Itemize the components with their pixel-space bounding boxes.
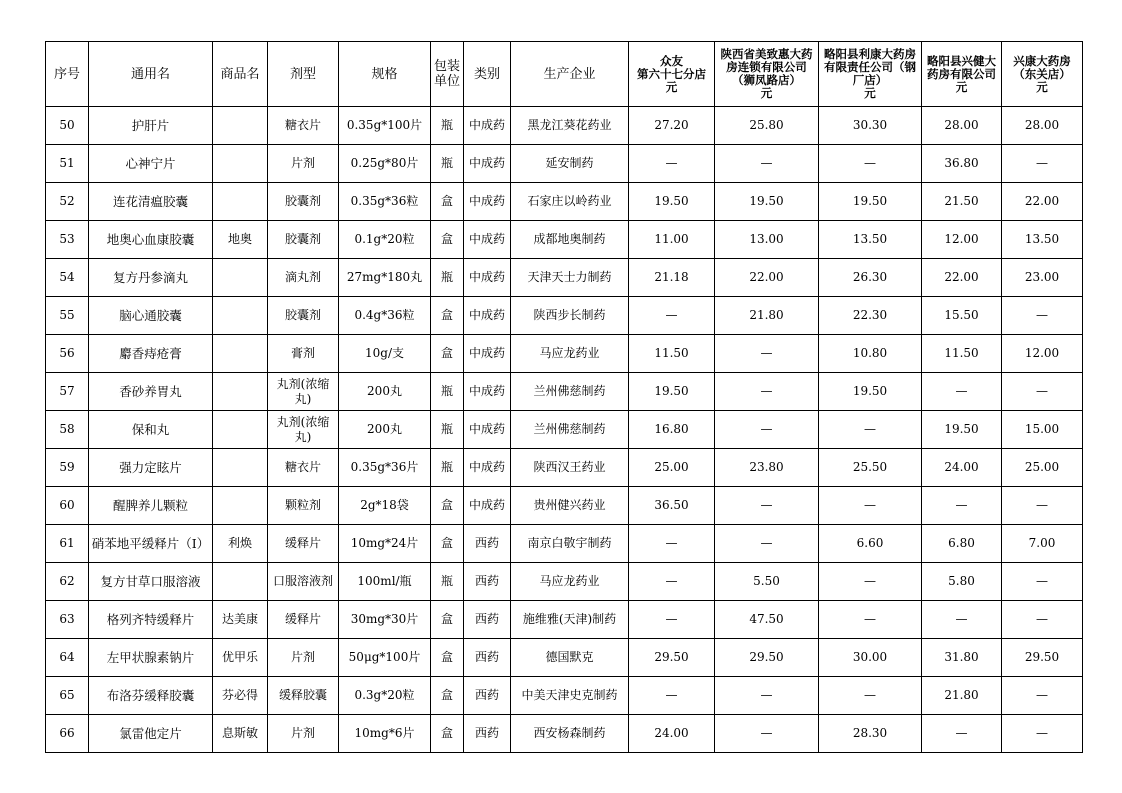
cell-price-xingjian: 19.50 (922, 411, 1002, 449)
cell-price-meizhihui: — (715, 145, 819, 183)
cell-price-xingkang: 7.00 (1002, 525, 1083, 563)
cell-dosage-form: 缓释胶囊 (268, 677, 339, 715)
cell-spec: 30mg*30片 (339, 601, 431, 639)
cell-dosage-form: 胶囊剂 (268, 183, 339, 221)
header-category: 类别 (464, 42, 511, 107)
cell-index: 64 (46, 639, 89, 677)
cell-index: 61 (46, 525, 89, 563)
cell-price-likang: 26.30 (819, 259, 922, 297)
cell-spec: 50μg*100片 (339, 639, 431, 677)
cell-price-meizhihui: — (715, 677, 819, 715)
cell-price-xingjian: 6.80 (922, 525, 1002, 563)
cell-spec: 0.3g*20粒 (339, 677, 431, 715)
cell-category: 中成药 (464, 183, 511, 221)
cell-spec: 0.1g*20粒 (339, 221, 431, 259)
cell-price-meizhihui: 19.50 (715, 183, 819, 221)
cell-brand-name (213, 335, 268, 373)
cell-price-meizhihui: 22.00 (715, 259, 819, 297)
header-spec: 规格 (339, 42, 431, 107)
cell-price-meizhihui: — (715, 525, 819, 563)
cell-price-xingjian: 24.00 (922, 449, 1002, 487)
cell-category: 中成药 (464, 221, 511, 259)
cell-price-zhongyou: 27.20 (629, 107, 715, 145)
cell-dosage-form: 丸剂(浓缩丸) (268, 373, 339, 411)
cell-category: 西药 (464, 677, 511, 715)
cell-brand-name (213, 411, 268, 449)
header-store-xingjian: 略阳县兴健大药房有限公司 元 (922, 42, 1002, 107)
cell-unit: 瓶 (431, 259, 464, 297)
cell-dosage-form: 糖衣片 (268, 449, 339, 487)
cell-price-zhongyou: 19.50 (629, 183, 715, 221)
table-row (46, 677, 1083, 715)
cell-price-meizhihui: — (715, 487, 819, 525)
cell-generic-name: 左甲状腺素钠片 (89, 639, 213, 677)
cell-spec: 10mg*24片 (339, 525, 431, 563)
cell-index: 63 (46, 601, 89, 639)
cell-brand-name: 息斯敏 (213, 715, 268, 753)
cell-price-zhongyou: 24.00 (629, 715, 715, 753)
table-row (46, 715, 1083, 753)
cell-generic-name: 格列齐特缓释片 (89, 601, 213, 639)
cell-brand-name (213, 107, 268, 145)
cell-price-meizhihui: 29.50 (715, 639, 819, 677)
cell-dosage-form: 丸剂(浓缩丸) (268, 411, 339, 449)
cell-price-likang: 6.60 (819, 525, 922, 563)
table-body (46, 107, 1083, 753)
cell-generic-name: 脑心通胶囊 (89, 297, 213, 335)
cell-unit: 瓶 (431, 563, 464, 601)
cell-brand-name (213, 487, 268, 525)
cell-generic-name: 布洛芬缓释胶囊 (89, 677, 213, 715)
cell-spec: 0.35g*100片 (339, 107, 431, 145)
cell-brand-name (213, 145, 268, 183)
cell-price-xingkang: 15.00 (1002, 411, 1083, 449)
cell-manufacturer: 天津天士力制药 (511, 259, 629, 297)
cell-brand-name (213, 297, 268, 335)
cell-price-zhongyou: — (629, 145, 715, 183)
cell-unit: 盒 (431, 183, 464, 221)
cell-unit: 盒 (431, 715, 464, 753)
table-row (46, 107, 1083, 145)
cell-index: 65 (46, 677, 89, 715)
cell-dosage-form: 口服溶液剂 (268, 563, 339, 601)
cell-price-xingkang: 25.00 (1002, 449, 1083, 487)
cell-category: 中成药 (464, 297, 511, 335)
cell-index: 53 (46, 221, 89, 259)
table-row (46, 259, 1083, 297)
cell-price-xingkang: — (1002, 487, 1083, 525)
price-table (45, 41, 1083, 753)
table-row (46, 563, 1083, 601)
cell-brand-name (213, 259, 268, 297)
cell-price-zhongyou: 16.80 (629, 411, 715, 449)
table-row (46, 297, 1083, 335)
cell-brand-name: 芬必得 (213, 677, 268, 715)
cell-price-xingjian: 11.50 (922, 335, 1002, 373)
table-row (46, 411, 1083, 449)
cell-price-meizhihui: 21.80 (715, 297, 819, 335)
cell-manufacturer: 成都地奥制药 (511, 221, 629, 259)
cell-category: 中成药 (464, 259, 511, 297)
cell-index: 60 (46, 487, 89, 525)
cell-price-zhongyou: 25.00 (629, 449, 715, 487)
cell-dosage-form: 膏剂 (268, 335, 339, 373)
cell-price-zhongyou: — (629, 601, 715, 639)
cell-price-likang: 13.50 (819, 221, 922, 259)
cell-price-xingkang: 28.00 (1002, 107, 1083, 145)
cell-generic-name: 心神宁片 (89, 145, 213, 183)
cell-unit: 盒 (431, 297, 464, 335)
cell-dosage-form: 缓释片 (268, 525, 339, 563)
cell-price-xingjian: 12.00 (922, 221, 1002, 259)
cell-manufacturer: 南京白敬宇制药 (511, 525, 629, 563)
cell-unit: 瓶 (431, 373, 464, 411)
header-row (46, 42, 1083, 107)
cell-manufacturer: 石家庄以岭药业 (511, 183, 629, 221)
cell-category: 中成药 (464, 411, 511, 449)
header-dosage-form: 剂型 (268, 42, 339, 107)
cell-price-xingkang: — (1002, 677, 1083, 715)
cell-price-zhongyou: 21.18 (629, 259, 715, 297)
cell-category: 西药 (464, 601, 511, 639)
cell-price-likang: 10.80 (819, 335, 922, 373)
cell-index: 56 (46, 335, 89, 373)
cell-price-meizhihui: 23.80 (715, 449, 819, 487)
cell-dosage-form: 滴丸剂 (268, 259, 339, 297)
table-row (46, 335, 1083, 373)
cell-price-xingjian: 21.80 (922, 677, 1002, 715)
cell-manufacturer: 陕西步长制药 (511, 297, 629, 335)
cell-unit: 盒 (431, 221, 464, 259)
table-row (46, 601, 1083, 639)
cell-index: 59 (46, 449, 89, 487)
cell-price-xingkang: 23.00 (1002, 259, 1083, 297)
cell-spec: 10mg*6片 (339, 715, 431, 753)
cell-price-xingjian: 36.80 (922, 145, 1002, 183)
cell-manufacturer: 马应龙药业 (511, 563, 629, 601)
cell-price-xingjian: — (922, 601, 1002, 639)
table-row (46, 183, 1083, 221)
cell-price-likang: — (819, 601, 922, 639)
cell-brand-name: 优甲乐 (213, 639, 268, 677)
cell-manufacturer: 延安制药 (511, 145, 629, 183)
cell-price-xingjian: 15.50 (922, 297, 1002, 335)
cell-price-zhongyou: — (629, 525, 715, 563)
cell-price-likang: 30.30 (819, 107, 922, 145)
cell-brand-name (213, 449, 268, 487)
cell-price-meizhihui: 47.50 (715, 601, 819, 639)
cell-brand-name (213, 563, 268, 601)
cell-price-xingjian: 22.00 (922, 259, 1002, 297)
cell-price-likang: — (819, 677, 922, 715)
cell-price-meizhihui: — (715, 411, 819, 449)
cell-price-zhongyou: 11.50 (629, 335, 715, 373)
cell-spec: 200丸 (339, 411, 431, 449)
cell-index: 58 (46, 411, 89, 449)
cell-price-likang: 30.00 (819, 639, 922, 677)
cell-generic-name: 硝苯地平缓释片（Ⅰ） (89, 525, 213, 563)
cell-price-xingjian: 21.50 (922, 183, 1002, 221)
cell-index: 62 (46, 563, 89, 601)
cell-price-meizhihui: 5.50 (715, 563, 819, 601)
cell-unit: 瓶 (431, 411, 464, 449)
cell-dosage-form: 胶囊剂 (268, 297, 339, 335)
table-row (46, 487, 1083, 525)
cell-spec: 0.4g*36粒 (339, 297, 431, 335)
cell-price-xingjian: 31.80 (922, 639, 1002, 677)
cell-category: 中成药 (464, 107, 511, 145)
cell-index: 57 (46, 373, 89, 411)
cell-generic-name: 麝香痔疮膏 (89, 335, 213, 373)
cell-category: 西药 (464, 525, 511, 563)
cell-price-meizhihui: — (715, 373, 819, 411)
cell-brand-name (213, 183, 268, 221)
cell-price-zhongyou: 19.50 (629, 373, 715, 411)
cell-price-meizhihui: — (715, 715, 819, 753)
cell-generic-name: 保和丸 (89, 411, 213, 449)
table-row (46, 145, 1083, 183)
cell-index: 66 (46, 715, 89, 753)
header-unit: 包装单位 (431, 42, 464, 107)
cell-manufacturer: 西安杨森制药 (511, 715, 629, 753)
cell-price-meizhihui: 25.80 (715, 107, 819, 145)
cell-manufacturer: 黑龙江葵花药业 (511, 107, 629, 145)
cell-unit: 瓶 (431, 145, 464, 183)
cell-category: 中成药 (464, 487, 511, 525)
cell-generic-name: 复方丹参滴丸 (89, 259, 213, 297)
cell-spec: 0.35g*36粒 (339, 183, 431, 221)
cell-dosage-form: 片剂 (268, 715, 339, 753)
cell-dosage-form: 片剂 (268, 145, 339, 183)
cell-manufacturer: 马应龙药业 (511, 335, 629, 373)
cell-manufacturer: 陕西汉王药业 (511, 449, 629, 487)
cell-unit: 瓶 (431, 449, 464, 487)
cell-price-xingjian: 28.00 (922, 107, 1002, 145)
cell-spec: 10g/支 (339, 335, 431, 373)
cell-price-xingkang: — (1002, 563, 1083, 601)
cell-dosage-form: 片剂 (268, 639, 339, 677)
cell-price-meizhihui: — (715, 335, 819, 373)
header-store-xingkang: 兴康大药房（东关店） 元 (1002, 42, 1083, 107)
header-brand-name: 商品名 (213, 42, 268, 107)
cell-price-xingkang: — (1002, 715, 1083, 753)
cell-price-likang: 22.30 (819, 297, 922, 335)
cell-category: 中成药 (464, 449, 511, 487)
cell-generic-name: 强力定眩片 (89, 449, 213, 487)
table-row (46, 373, 1083, 411)
cell-price-xingkang: 29.50 (1002, 639, 1083, 677)
table-row (46, 639, 1083, 677)
cell-price-likang: — (819, 487, 922, 525)
cell-unit: 盒 (431, 335, 464, 373)
header-index: 序号 (46, 42, 89, 107)
cell-price-xingkang: — (1002, 297, 1083, 335)
cell-price-zhongyou: — (629, 297, 715, 335)
cell-category: 西药 (464, 563, 511, 601)
cell-price-zhongyou: 11.00 (629, 221, 715, 259)
cell-generic-name: 醒脾养儿颗粒 (89, 487, 213, 525)
cell-index: 54 (46, 259, 89, 297)
cell-category: 中成药 (464, 145, 511, 183)
cell-brand-name (213, 373, 268, 411)
cell-spec: 0.25g*80片 (339, 145, 431, 183)
cell-price-zhongyou: — (629, 563, 715, 601)
header-store-likang: 略阳县利康大药房有限责任公司（钢厂店） 元 (819, 42, 922, 107)
cell-price-xingjian: — (922, 373, 1002, 411)
cell-price-zhongyou: 29.50 (629, 639, 715, 677)
cell-price-likang: — (819, 563, 922, 601)
cell-brand-name: 地奥 (213, 221, 268, 259)
cell-price-likang: 19.50 (819, 373, 922, 411)
cell-dosage-form: 缓释片 (268, 601, 339, 639)
cell-price-xingjian: — (922, 487, 1002, 525)
cell-unit: 瓶 (431, 107, 464, 145)
table-row (46, 525, 1083, 563)
cell-unit: 盒 (431, 639, 464, 677)
cell-price-xingkang: — (1002, 373, 1083, 411)
cell-index: 51 (46, 145, 89, 183)
header-generic-name: 通用名 (89, 42, 213, 107)
cell-category: 中成药 (464, 335, 511, 373)
cell-spec: 100ml/瓶 (339, 563, 431, 601)
cell-dosage-form: 糖衣片 (268, 107, 339, 145)
cell-brand-name: 利焕 (213, 525, 268, 563)
cell-manufacturer: 中美天津史克制药 (511, 677, 629, 715)
cell-price-zhongyou: — (629, 677, 715, 715)
cell-index: 50 (46, 107, 89, 145)
cell-manufacturer: 兰州佛慈制药 (511, 373, 629, 411)
cell-price-xingkang: 13.50 (1002, 221, 1083, 259)
cell-price-likang: 25.50 (819, 449, 922, 487)
cell-price-xingkang: — (1002, 145, 1083, 183)
cell-brand-name: 达美康 (213, 601, 268, 639)
cell-manufacturer: 德国默克 (511, 639, 629, 677)
cell-price-likang: 28.30 (819, 715, 922, 753)
cell-generic-name: 护肝片 (89, 107, 213, 145)
header-manufacturer: 生产企业 (511, 42, 629, 107)
table-row (46, 221, 1083, 259)
cell-unit: 盒 (431, 525, 464, 563)
cell-manufacturer: 贵州健兴药业 (511, 487, 629, 525)
cell-dosage-form: 胶囊剂 (268, 221, 339, 259)
cell-unit: 盒 (431, 601, 464, 639)
cell-manufacturer: 施维雅(天津)制药 (511, 601, 629, 639)
cell-price-xingjian: — (922, 715, 1002, 753)
cell-price-xingkang: 22.00 (1002, 183, 1083, 221)
cell-price-meizhihui: 13.00 (715, 221, 819, 259)
cell-category: 西药 (464, 715, 511, 753)
cell-dosage-form: 颗粒剂 (268, 487, 339, 525)
cell-unit: 盒 (431, 487, 464, 525)
cell-price-xingjian: 5.80 (922, 563, 1002, 601)
cell-category: 西药 (464, 639, 511, 677)
cell-price-xingkang: 12.00 (1002, 335, 1083, 373)
cell-spec: 0.35g*36片 (339, 449, 431, 487)
cell-index: 55 (46, 297, 89, 335)
header-store-zhongyou: 众友 第六十七分店 元 (629, 42, 715, 107)
cell-category: 中成药 (464, 373, 511, 411)
cell-price-zhongyou: 36.50 (629, 487, 715, 525)
cell-price-likang: 19.50 (819, 183, 922, 221)
cell-spec: 27mg*180丸 (339, 259, 431, 297)
table-row (46, 449, 1083, 487)
cell-spec: 200丸 (339, 373, 431, 411)
cell-generic-name: 氯雷他定片 (89, 715, 213, 753)
cell-manufacturer: 兰州佛慈制药 (511, 411, 629, 449)
cell-generic-name: 香砂养胃丸 (89, 373, 213, 411)
cell-generic-name: 连花清瘟胶囊 (89, 183, 213, 221)
cell-price-xingkang: — (1002, 601, 1083, 639)
header-store-meizhihui: 陕西省美致惠大药房连锁有限公司（狮凤路店） 元 (715, 42, 819, 107)
cell-generic-name: 地奥心血康胶囊 (89, 221, 213, 259)
cell-generic-name: 复方甘草口服溶液 (89, 563, 213, 601)
cell-unit: 盒 (431, 677, 464, 715)
cell-price-likang: — (819, 411, 922, 449)
cell-price-likang: — (819, 145, 922, 183)
cell-index: 52 (46, 183, 89, 221)
cell-spec: 2g*18袋 (339, 487, 431, 525)
